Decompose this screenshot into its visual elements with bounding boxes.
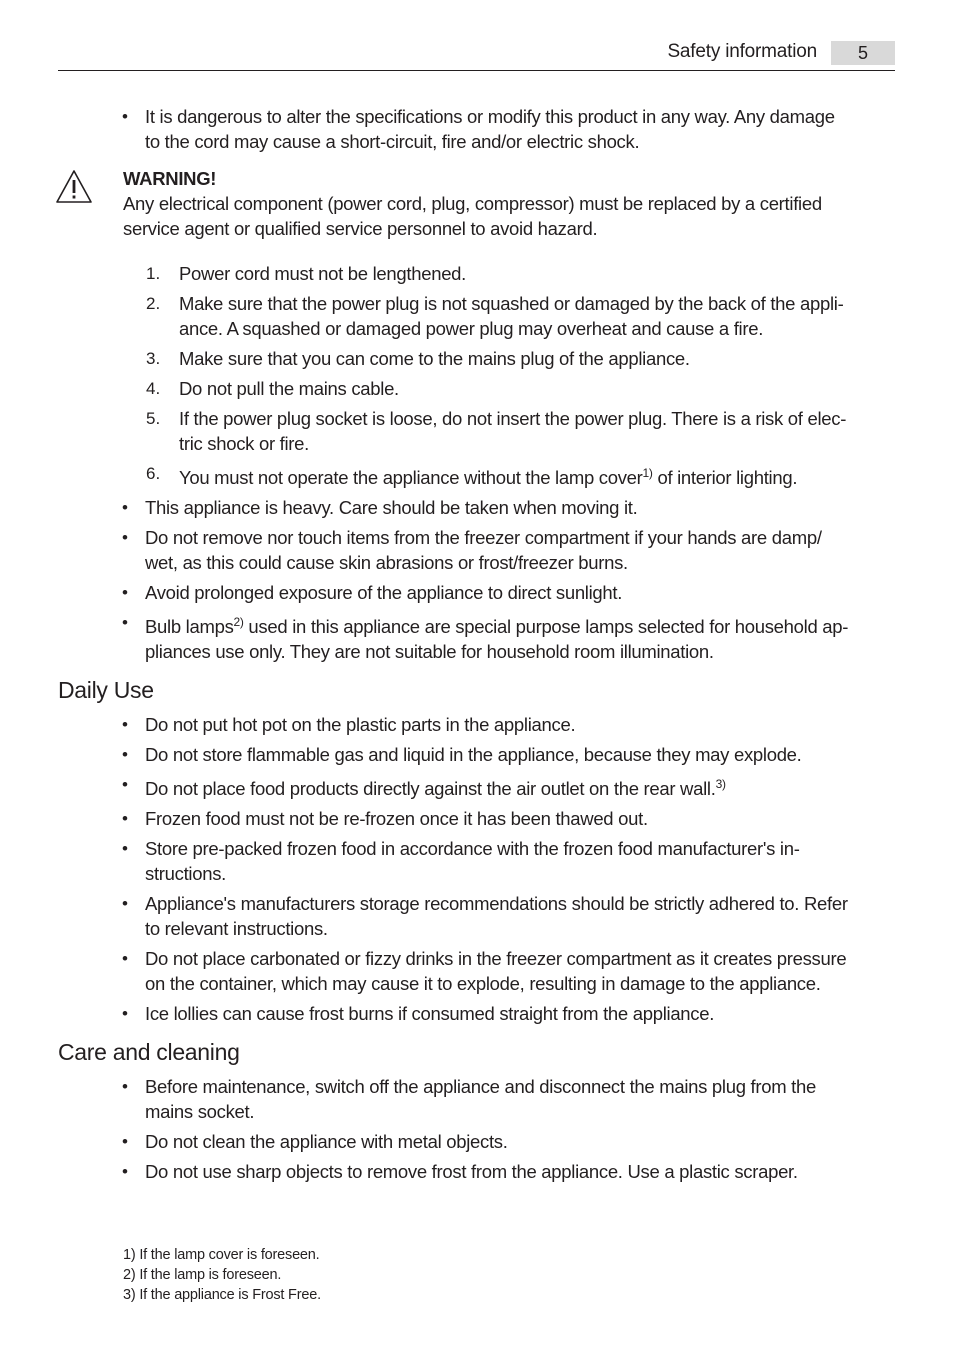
footnote-ref-3: 3)	[715, 777, 726, 791]
section-title: Safety information	[667, 41, 817, 62]
bullet-icon: •	[122, 715, 128, 734]
care-bullet-2: Do not clean the appliance with metal objects.	[145, 1131, 508, 1152]
bullet-icon: •	[122, 894, 128, 913]
step-6	[179, 465, 797, 490]
bullet-icon: •	[122, 613, 128, 632]
bullet-icon: •	[122, 809, 128, 828]
safety-bullet-4-text: Bulb lamps	[145, 616, 234, 637]
footnote-ref-1: 1)	[642, 466, 653, 480]
safety-bullet-4-text-end: used in this appliance are special purpose lamps selected for household ap-	[243, 616, 849, 637]
safety-bullet-3: Avoid prolonged exposure of the appliance to direct sunlight.	[145, 582, 623, 603]
bullet-icon: •	[122, 775, 128, 794]
bullet-icon: •	[122, 1077, 128, 1096]
care-cleaning-heading: Care and cleaning	[58, 1039, 240, 1065]
step-number: 4.	[146, 379, 161, 398]
care-bullet-1-line-2: mains socket.	[145, 1101, 255, 1122]
step-2-line-1: Make sure that the power plug is not squashed or damaged by the back of the appli-	[179, 293, 844, 314]
bullet-icon: •	[122, 107, 128, 126]
safety-bullet-2-line-2: wet, as this could cause skin abrasions or frost/freezer burns.	[145, 552, 628, 573]
step-number: 1.	[146, 264, 161, 283]
safety-bullet-1: This appliance is heavy. Care should be taken when moving it.	[145, 497, 638, 518]
safety-bullet-2-line-1: Do not remove nor touch items from the freezer compartment if your hands are damp/	[145, 527, 822, 548]
daily-use-bullet-4: Frozen food must not be re-frozen once it has been thawed out.	[145, 808, 648, 829]
care-bullet-1-line-1: Before maintenance, switch off the appliance and disconnect the mains plug from the	[145, 1076, 816, 1097]
step-number: 3.	[146, 349, 161, 368]
bullet-icon: •	[122, 1132, 128, 1151]
footnote-1: 1) If the lamp cover is foreseen.	[123, 1247, 320, 1263]
intro-line-2: to the cord may cause a short-circuit, fire and/or electric shock.	[145, 131, 640, 152]
care-bullet-3: Do not use sharp objects to remove frost from the appliance. Use a plastic scraper.	[145, 1161, 798, 1182]
bullet-icon: •	[122, 498, 128, 517]
daily-use-bullet-5-line-2: structions.	[145, 863, 227, 884]
warning-triangle-icon	[55, 169, 93, 205]
step-number: 6.	[146, 464, 161, 483]
warning-line-1: Any electrical component (power cord, plug, compressor) must be replaced by a certified	[123, 193, 822, 214]
daily-use-bullet-8: Ice lollies can cause frost burns if consumed straight from the appliance.	[145, 1003, 715, 1024]
bullet-icon: •	[122, 839, 128, 858]
footnote-2: 2) If the lamp is foreseen.	[123, 1267, 282, 1283]
step-number: 5.	[146, 409, 161, 428]
daily-use-bullet-3	[145, 776, 726, 801]
daily-use-bullet-7-line-1: Do not place carbonated or fizzy drinks in the freezer compartment as it creates pressure	[145, 948, 847, 969]
daily-use-heading: Daily Use	[58, 677, 154, 703]
bullet-icon: •	[122, 583, 128, 602]
safety-bullet-4-line-2: pliances use only. They are not suitable for household room illumination.	[145, 641, 714, 662]
bullet-icon: •	[122, 745, 128, 764]
page-number: 5	[831, 41, 895, 65]
step-4: Do not pull the mains cable.	[179, 378, 399, 399]
header-divider	[58, 70, 895, 71]
step-5-line-2: tric shock or fire.	[179, 433, 309, 454]
safety-bullet-4-line-1	[145, 614, 848, 639]
warning-title: WARNING!	[123, 168, 217, 189]
step-1: Power cord must not be lengthened.	[179, 263, 467, 284]
bullet-icon: •	[122, 528, 128, 547]
warning-line-2: service agent or qualified service personnel to avoid hazard.	[123, 218, 598, 239]
daily-use-bullet-6-line-2: to relevant instructions.	[145, 918, 328, 939]
daily-use-bullet-7-line-2: on the container, which may cause it to explode, resulting in damage to the appliance.	[145, 973, 821, 994]
footnote-3: 3) If the appliance is Frost Free.	[123, 1287, 321, 1303]
step-number: 2.	[146, 294, 161, 313]
bullet-icon: •	[122, 1162, 128, 1181]
step-3: Make sure that you can come to the mains plug of the appliance.	[179, 348, 690, 369]
step-6-text-end: of interior lighting.	[652, 467, 798, 488]
step-2-line-2: ance. A squashed or damaged power plug may overheat and cause a fire.	[179, 318, 764, 339]
intro-line-1: It is dangerous to alter the specifications or modify this product in any way. Any damage	[145, 106, 835, 127]
daily-use-bullet-5-line-1: Store pre-packed frozen food in accordance with the frozen food manufacturer's in-	[145, 838, 800, 859]
bullet-icon: •	[122, 1004, 128, 1023]
daily-use-bullet-3-text: Do not place food products directly against the air outlet on the rear wall.	[145, 778, 716, 799]
daily-use-bullet-6-line-1: Appliance's manufacturers storage recommendations should be strictly adhered to. Refer	[145, 893, 848, 914]
bullet-icon: •	[122, 949, 128, 968]
step-6-text: You must not operate the appliance without the lamp cover	[179, 467, 643, 488]
footnote-ref-2: 2)	[233, 615, 244, 629]
daily-use-bullet-2: Do not store flammable gas and liquid in the appliance, because they may explode.	[145, 744, 802, 765]
step-5-line-1: If the power plug socket is loose, do not insert the power plug. There is a risk of elec-	[179, 408, 847, 429]
daily-use-bullet-1: Do not put hot pot on the plastic parts in the appliance.	[145, 714, 576, 735]
